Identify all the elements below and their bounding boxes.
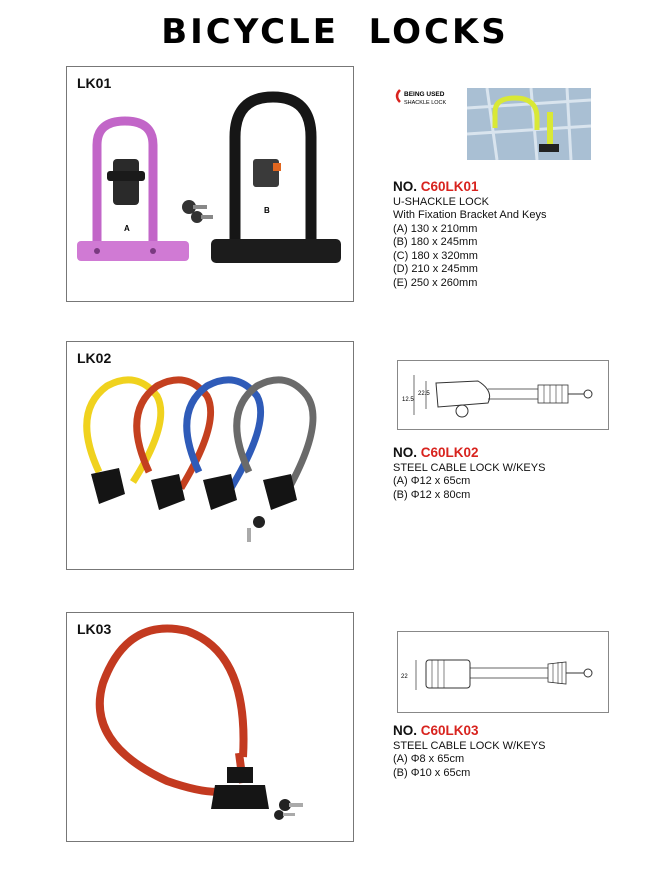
- pink-crossbar: [77, 241, 189, 261]
- lk02-dim-1: 12.5: [402, 397, 414, 403]
- lk02-photo: [67, 342, 353, 569]
- lk01-size-c: (C) 180 x 320mm: [393, 249, 478, 262]
- lk02-photo-box: [66, 341, 354, 570]
- lk03-diagram: [397, 631, 609, 713]
- lk01-photo-box: [66, 66, 354, 302]
- lk01-size-a: (A) 130 x 210mm: [393, 222, 478, 235]
- badge-arc-icon: [397, 90, 400, 102]
- being-used-badge: [394, 86, 456, 108]
- lk03-code: C60LK03: [420, 723, 479, 738]
- lock-body-outline: [436, 381, 490, 407]
- lock-heads: [91, 468, 297, 510]
- lk03-photo: [67, 613, 353, 841]
- lk02-size-a: (A) Φ12 x 65cm: [393, 475, 471, 487]
- cable-end-outline: [538, 385, 568, 403]
- lk03-size-b: (B) Φ10 x 65cm: [393, 766, 471, 779]
- lk01-desc-1: U-SHACKLE LOCK: [393, 195, 489, 208]
- lk01-desc-2: With Fixation Bracket And Keys: [393, 209, 547, 221]
- black-crossbar: [211, 239, 341, 263]
- lk03-info: [393, 724, 545, 780]
- lock-collar: [227, 767, 253, 783]
- tag-b: B: [264, 206, 270, 215]
- lk01-code: C60LK01: [420, 179, 479, 194]
- page-title: BICYCLE LOCKS: [161, 12, 509, 52]
- lk01-photo: [67, 67, 353, 301]
- lk01-size-e: (E) 250 x 260mm: [393, 276, 478, 289]
- lk03-photo-box: [66, 612, 354, 842]
- cable-end-outline: [548, 662, 566, 684]
- red-cable: [100, 629, 244, 792]
- grey-cable: [237, 380, 313, 488]
- lk03-label: LK03: [77, 621, 112, 637]
- keys-icon: [182, 200, 213, 223]
- lock-head: [211, 785, 269, 809]
- keys-icon: [274, 799, 303, 820]
- lk02-dim-2: 22.5: [418, 391, 430, 397]
- svg-text:SHACKLE LOCK: SHACKLE LOCK: [404, 100, 447, 106]
- lk01-size-b: (B) 180 x 245mm: [393, 236, 478, 248]
- lk01-info: [393, 180, 546, 290]
- lk02-desc-1: STEEL CABLE LOCK W/KEYS: [393, 461, 546, 474]
- lk03-desc-1: STEEL CABLE LOCK W/KEYS: [393, 739, 546, 752]
- lk03-dim-1: 22: [401, 674, 408, 680]
- lk03-size-a: (A) Φ8 x 65cm: [393, 753, 465, 765]
- lk01-size-d: (D) 210 x 245mm: [393, 263, 478, 275]
- lk01-no-prefix: NO.: [393, 179, 418, 194]
- lk02-info: [393, 446, 545, 502]
- lk02-no-prefix: NO.: [393, 445, 418, 460]
- bracket-a: [113, 159, 139, 205]
- svg-text:BEING USED: BEING USED: [404, 91, 445, 98]
- lk02-code: C60LK02: [420, 445, 479, 460]
- lk03-no-prefix: NO.: [393, 723, 418, 738]
- in-use-photo: [467, 88, 591, 160]
- lk02-label: LK02: [77, 350, 112, 366]
- lock-body-outline: [426, 660, 470, 688]
- lk02-size-b: (B) Φ12 x 80cm: [393, 488, 471, 501]
- tag-a: A: [124, 224, 130, 233]
- key-icon: [247, 516, 265, 542]
- lk01-label: LK01: [77, 75, 112, 91]
- lk02-diagram: [397, 360, 609, 430]
